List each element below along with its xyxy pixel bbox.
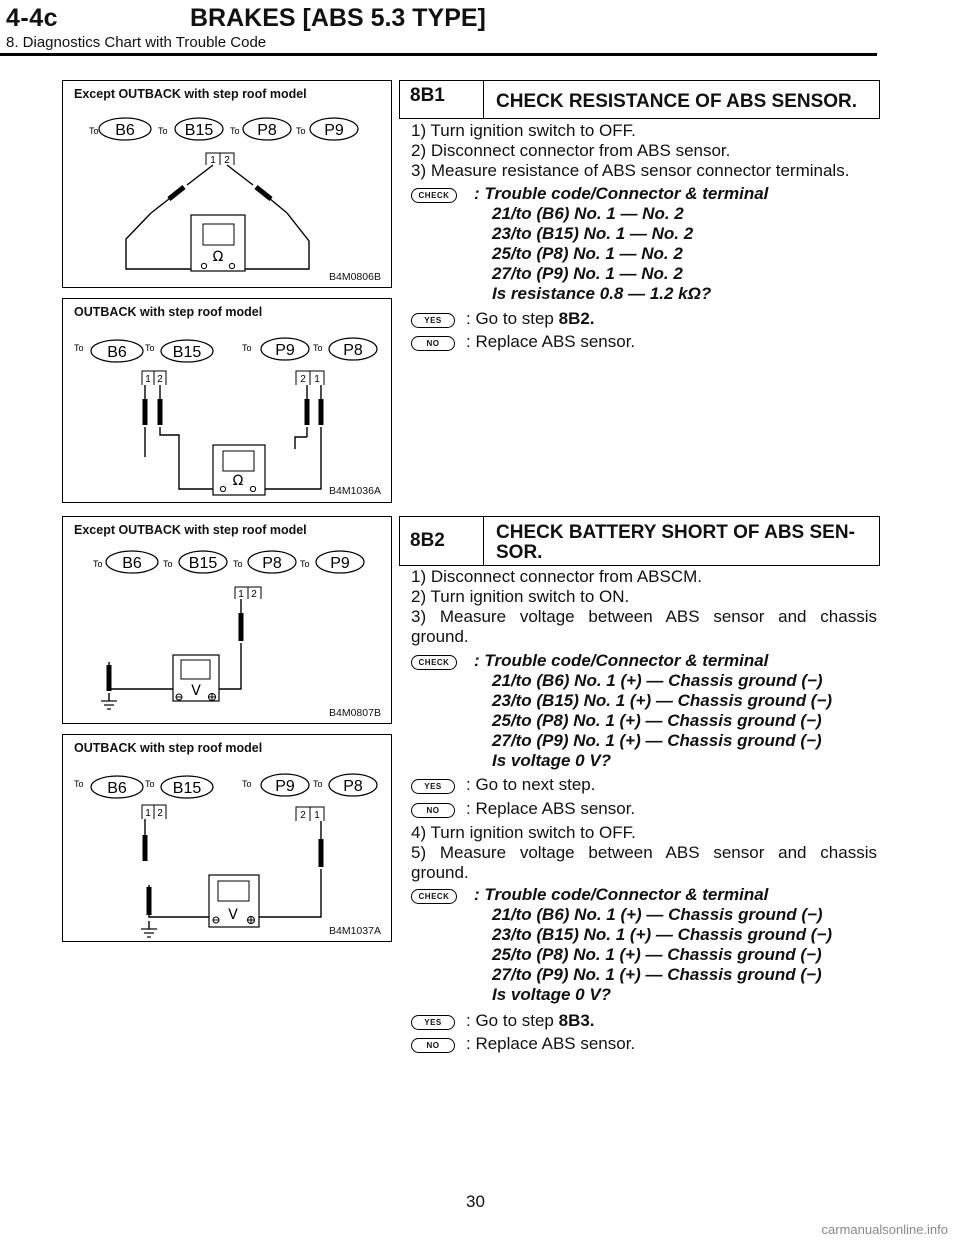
check-line: : Trouble code/Connector & terminal [474,651,769,670]
check-line: 23/to (B15) No. 1 (+) — Chassis ground (−) [492,925,833,944]
yes-step-link[interactable]: 8B2. [558,309,595,328]
check-line: : Trouble code/Connector & terminal [474,184,769,203]
connector-label: P8 [257,122,277,139]
connector-label: P8 [262,555,282,572]
pin-label: 1 [314,374,320,385]
page-subtitle: 8. Diagnostics Chart with Trouble Code [6,34,267,51]
connector-label: P8 [343,342,363,359]
check-line: 23/to (B15) No. 1 (+) — Chassis ground (−) [492,691,833,710]
check-line: 25/to (P8) No. 1 (+) — Chassis ground (−) [492,711,822,730]
ohm-symbol: Ω [232,473,244,489]
to-label: To [230,126,240,136]
yes-step-link[interactable]: 8B3. [558,1011,595,1030]
yes-result [466,1011,595,1031]
section-code: 4-4c [6,4,59,32]
connector-label: B15 [188,555,218,572]
pin-label: 1 [210,155,216,166]
watermark[interactable]: carmanualsonline.info [821,1222,948,1237]
volt-symbol: V [228,907,238,923]
page-title: BRAKES [ABS 5.3 TYPE] [190,4,486,32]
check-line: 23/to (B15) No. 1 — No. 2 [492,224,694,243]
to-label: To [89,126,99,136]
step-title-line: SOR. [496,542,543,563]
wiring-diagram [63,81,391,287]
pin-label: 1 [238,589,244,600]
no-result: : Replace ABS sensor. [466,799,636,818]
instruction: 1) Disconnect connector from ABSCM. [411,567,703,586]
figure-id: B4M0807B [329,707,381,719]
figure-caption: Except OUTBACK with step roof model [74,87,307,101]
check-question: Is voltage 0 V? [492,751,612,770]
no-badge: NO [411,803,455,818]
connector-label: B15 [172,344,202,361]
figure-id: B4M1036A [329,485,381,497]
yes-badge: YES [411,779,455,794]
check-line: : Trouble code/Connector & terminal [474,885,769,904]
volt-symbol: V [191,683,201,699]
instruction: 3) Measure voltage between ABS sensor and chassis [411,607,877,626]
yes-result [466,309,595,329]
to-label: To [93,559,103,569]
figure-voltage-outback [62,734,392,942]
figure-caption: OUTBACK with step roof model [74,305,263,319]
check-line: 21/to (B6) No. 1 — No. 2 [492,204,684,223]
connector-label: P9 [275,778,295,795]
check-line: 25/to (P8) No. 1 (+) — Chassis ground (−) [492,945,822,964]
yes-text: : Go to step [466,1011,559,1030]
instruction: 4) Turn ignition switch to OFF. [411,823,636,842]
to-label: To [74,343,84,353]
connector-label: B6 [107,780,127,797]
pin-label: 2 [224,155,230,166]
to-label: To [74,779,84,789]
to-label: To [296,126,306,136]
wiring-diagram [63,299,391,502]
no-badge: NO [411,336,455,351]
pin-label: 1 [145,374,151,385]
figure-resistance-outback [62,298,392,503]
connector-label: B15 [172,780,202,797]
page-number: 30 [466,1192,485,1211]
no-result: : Replace ABS sensor. [466,332,636,351]
figure-voltage-except-outback [62,516,392,724]
pin-label: 2 [300,810,306,821]
yes-badge: YES [411,313,455,328]
check-badge: CHECK [411,889,457,904]
pin-label: 2 [251,589,257,600]
to-label: To [300,559,310,569]
connector-label: B6 [122,555,142,572]
check-line: 27/to (P9) No. 1 (+) — Chassis ground (−) [492,731,822,750]
to-label: To [313,779,323,789]
to-label: To [242,343,252,353]
step-title [496,523,873,563]
to-label: To [145,343,155,353]
instruction: ground. [411,627,469,646]
figure-caption: OUTBACK with step roof model [74,741,263,755]
figure-id: B4M1037A [329,925,381,937]
to-label: To [145,779,155,789]
pin-label: 1 [314,810,320,821]
check-line: 25/to (P8) No. 1 — No. 2 [492,244,683,263]
check-line: 27/to (P9) No. 1 (+) — Chassis ground (−) [492,965,822,984]
wiring-diagram [63,735,391,941]
instruction: 2) Turn ignition switch to ON. [411,587,630,606]
check-question: Is voltage 0 V? [492,985,612,1004]
instruction: 5) Measure voltage between ABS sensor and chassis [411,843,877,862]
to-label: To [233,559,243,569]
step-number: 8B1 [400,81,484,118]
no-result: : Replace ABS sensor. [466,1034,636,1053]
step-title-line: CHECK BATTERY SHORT OF ABS SEN- [496,522,855,543]
header-rule [0,53,877,56]
instruction: ground. [411,863,469,882]
connector-label: B15 [184,122,214,139]
figure-caption: Except OUTBACK with step roof model [74,523,307,537]
figure-id: B4M0806B [329,271,381,283]
check-badge: CHECK [411,188,457,203]
connector-label: P9 [275,342,295,359]
to-label: To [313,343,323,353]
check-line: 21/to (B6) No. 1 (+) — Chassis ground (−) [492,905,823,924]
check-question: Is resistance 0.8 — 1.2 kΩ? [492,284,712,303]
pin-label: 2 [157,808,163,819]
connector-label: B6 [115,122,135,139]
check-line: 27/to (P9) No. 1 — No. 2 [492,264,683,283]
pin-label: 2 [300,374,306,385]
check-badge: CHECK [411,655,457,670]
step-header-8b2 [399,516,880,566]
yes-result: : Go to next step. [466,775,596,794]
to-label: To [163,559,173,569]
connector-label: P9 [330,555,350,572]
connector-label: B6 [107,344,127,361]
instruction: 3) Measure resistance of ABS sensor connector terminals. [411,161,850,180]
wiring-diagram [63,517,391,723]
pin-label: 2 [157,374,163,385]
to-label: To [158,126,168,136]
yes-badge: YES [411,1015,455,1030]
no-badge: NO [411,1038,455,1053]
to-label: To [242,779,252,789]
pin-label: 1 [145,808,151,819]
yes-text: : Go to step [466,309,559,328]
connector-label: P8 [343,778,363,795]
figure-resistance-except-outback [62,80,392,288]
check-line: 21/to (B6) No. 1 (+) — Chassis ground (−) [492,671,823,690]
step-number: 8B2 [400,517,484,565]
instruction: 2) Disconnect connector from ABS sensor. [411,141,731,160]
step-title: CHECK RESISTANCE OF ABS SENSOR. [496,91,858,112]
ohm-symbol: Ω [212,249,224,265]
step-header-8b1 [399,80,880,119]
connector-label: P9 [324,122,344,139]
instruction: 1) Turn ignition switch to OFF. [411,121,636,140]
